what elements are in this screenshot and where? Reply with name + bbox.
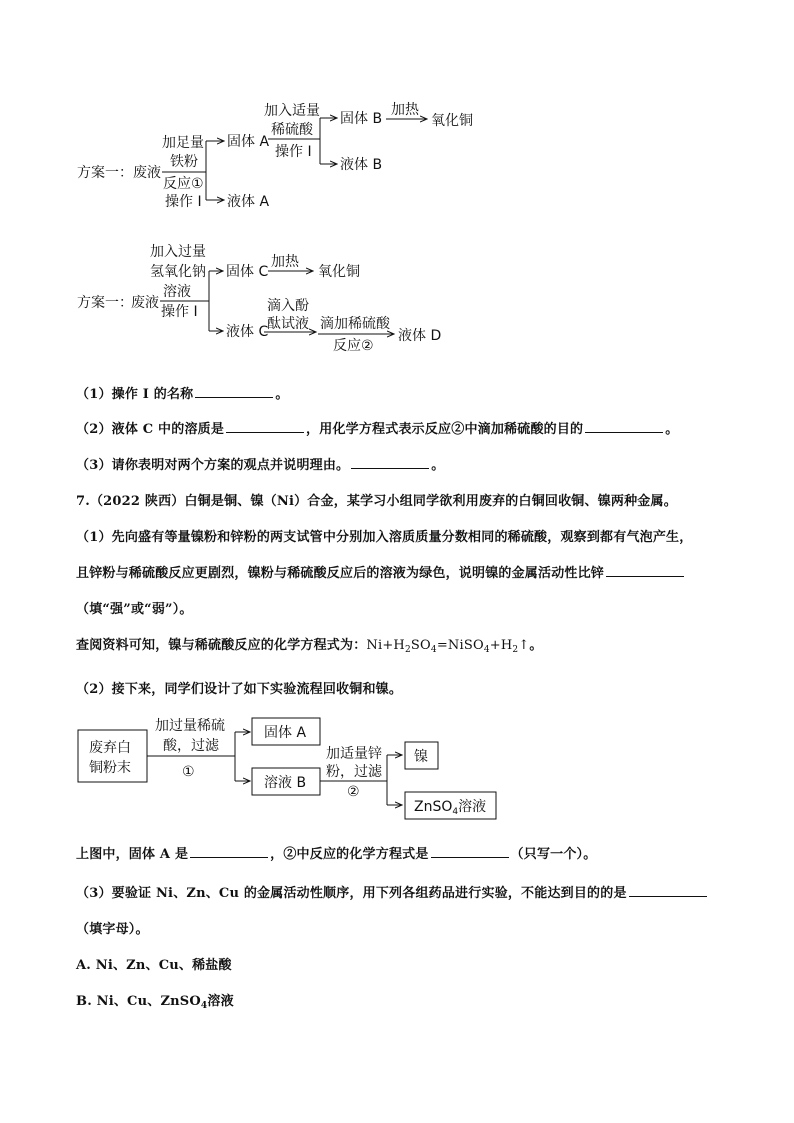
scheme1-step1-bot1: 反应① <box>163 176 204 192</box>
flow-step1-line2: 酸，过滤 <box>163 738 219 754</box>
answer-blank <box>606 575 684 577</box>
box1-line2: 铜粉末 <box>89 760 131 776</box>
flow-step2-line1: 加适量锌 <box>326 746 382 762</box>
scheme2-step1-top1: 加入过量 <box>150 244 206 260</box>
problem-7-q1-line2: 且锌粉与稀硫酸反应更剧烈，镍粉与稀硫酸反应后的溶液为绿色，说明镍的金属活动性比锌 <box>76 562 686 581</box>
scheme1-step2-bot: 操作 I <box>275 144 312 160</box>
scheme2-solid-c: 固体 C <box>226 264 269 280</box>
scheme1-step1-bot2: 操作 I <box>165 194 202 210</box>
flow-question: 上图中，固体 A 是 ，②中反应的化学方程式是 （只写一个）。 <box>76 847 597 862</box>
question-2: （2）液体 C 中的溶质是 ，用化学方程式表示反应②中滴加稀硫酸的目的 。 <box>76 422 679 437</box>
scheme1-solid-a: 固体 A <box>227 134 270 150</box>
option-b: B. Ni、Cu、ZnSO$_4$溶液 <box>76 994 234 1011</box>
scheme2-label: 方案一： <box>77 295 133 311</box>
flow-step1-number: ① <box>182 764 195 780</box>
flow-step1-line1: 加过量稀硫 <box>155 718 225 734</box>
answer-blank <box>351 467 429 469</box>
problem-7-q1-line1: （1）先向盛有等量镍粉和锌粉的两支试管中分别加入溶质质量分数相同的稀硫酸，观察到都有气泡产生， <box>76 530 693 545</box>
answer-blank <box>585 431 663 433</box>
box-solution-b-label: 溶液 B <box>264 775 307 791</box>
box-solid-a-label: 固体 A <box>264 725 307 741</box>
scheme2-drop1-top2: 酞试液 <box>267 316 309 332</box>
scheme2-heat: 加热 <box>271 254 299 270</box>
scheme1-liquid-a: 液体 A <box>227 194 270 210</box>
scheme2-liquid-d: 液体 D <box>398 328 442 344</box>
box-znso4-label: ZnSO$_4$溶液 <box>414 799 487 817</box>
answer-blank <box>431 856 509 858</box>
scheme1-step1-mid: 铁粉 <box>170 154 198 170</box>
scheme2-drop2-bot: 反应② <box>333 338 374 354</box>
scheme1-step1-top: 加足量 <box>162 135 204 151</box>
scheme2-step1-top3: 溶液 <box>163 284 191 300</box>
problem-7-q3-line2: （填字母）。 <box>76 922 149 937</box>
box1-line1: 废弃白 <box>89 740 131 756</box>
question-1: （1）操作 I 的名称 。 <box>76 387 289 402</box>
flow-step2-number: ② <box>347 784 360 800</box>
scheme2-step1-bot: 操作 I <box>161 304 198 320</box>
problem-7-q1-line3: （填“强”或“弱”）。 <box>76 602 193 617</box>
scheme2-product: 氧化铜 <box>318 264 360 280</box>
scheme1-step2-top2: 稀硫酸 <box>271 122 313 138</box>
scheme1-start: 废液 <box>133 165 161 181</box>
scheme2-step1-top2: 氢氧化钠 <box>150 264 206 280</box>
answer-blank <box>226 431 304 433</box>
answer-blank <box>195 396 273 398</box>
scheme2-drop2-top: 滴加稀硫酸 <box>320 316 390 332</box>
option-a: A. Ni、Zn、Cu、稀盐酸 <box>76 958 232 973</box>
scheme2-drop1-top1: 滴入酚 <box>267 298 309 314</box>
question-3: （3）请你表明对两个方案的观点并说明理由。 。 <box>76 458 445 473</box>
problem-7-q3-line1: （3）要验证 Ni、Zn、Cu 的金属活动性顺序，用下列各组药品进行实验，不能达到目的的是 <box>76 882 709 901</box>
box-nickel-label: 镍 <box>414 749 428 765</box>
scheme2-start: 废液 <box>131 295 159 311</box>
scheme1-solid-b: 固体 B <box>340 111 383 127</box>
scheme1-heat: 加热 <box>391 102 419 118</box>
answer-blank <box>629 895 707 897</box>
scheme1-step2-top1: 加入适量 <box>264 103 320 119</box>
recovery-flow-diagram <box>0 710 794 830</box>
problem-7-title: 7.（2022 陕西）白铜是铜、镍（Ni）合金，某学习小组同学欲利用废弃的白铜回收铜、镍两种金属。 <box>76 494 677 509</box>
scheme1-liquid-b: 液体 B <box>340 157 383 173</box>
scheme1-product: 氧化铜 <box>431 113 473 129</box>
chemical-equation: $Ni+H_2SO_4=NiSO_4+H_2↑$ <box>366 638 530 655</box>
problem-7-q2: （2）接下来，同学们设计了如下实验流程回收铜和镍。 <box>76 682 403 697</box>
answer-blank <box>190 856 268 858</box>
problem-7-info: 查阅资料可知，镍与稀硫酸反应的化学方程式为：$Ni+H_2SO_4=NiSO_4+H_2↑$。 <box>76 638 543 655</box>
scheme-two-diagram <box>0 238 794 358</box>
scheme1-label: 方案一： <box>77 165 133 181</box>
scheme2-liquid-c: 液体 C <box>226 324 269 340</box>
flow-step2-line2: 粉，过滤 <box>326 764 382 780</box>
